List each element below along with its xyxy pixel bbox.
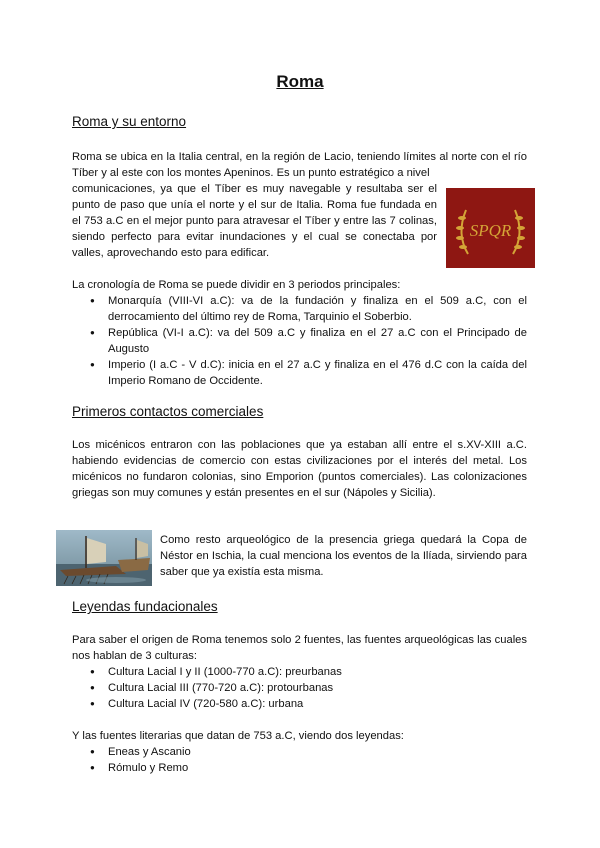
heading-roma-entorno: Roma y su entorno	[72, 114, 187, 129]
list-item: ● Eneas y Ascanio	[108, 744, 527, 760]
periods-list	[72, 293, 527, 389]
list-item: ● Cultura Lacial III (770-720 a.C): protourbanas	[108, 680, 527, 696]
paragraph-fuentes: Para saber el origen de Roma tenemos solo 2 fuentes, las fuentes arqueológicas las cuales nos hablan de 3 culturas:	[72, 634, 527, 662]
paragraph-fuentes-literarias: Y las fuentes literarias que datan de 753 a.C, viendo dos leyendas:	[72, 730, 404, 742]
cultures-list	[72, 664, 527, 712]
paragraph-comunicaciones: comunicaciones, ya que el Tíber es muy navegable y resultaba ser el punto de paso que unía el norte y el sur de Italia. Roma fue fundada en el 753 a.C en el mejor punto para atravesar el Tíber y entre las 7 colinas, siendo perfecto para evitar inundaciones y el cual se conectaba por valles, aprovechando esto para edificar.	[72, 183, 437, 259]
greek-ship-image	[56, 530, 152, 586]
spqr-image	[446, 188, 535, 268]
list-item: ● República (VI-I a.C): va del 509 a.C y finaliza en el 27 a.C con el Principado de Augusto	[108, 325, 527, 357]
legends-list	[72, 744, 527, 776]
heading-contactos-comerciales: Primeros contactos comerciales	[72, 404, 264, 419]
paragraph-cronologia: La cronología de Roma se puede dividir en 3 periodos principales:	[72, 279, 401, 291]
list-item: ● Cultura Lacial I y II (1000-770 a.C): preurbanas	[108, 664, 527, 680]
list-item: ● Monarquía (VIII-VI a.C): va de la fundación y finaliza en el 509 a.C, con el derrocamiento del último rey de Roma, Tarquinio el Soberbio.	[108, 293, 527, 325]
list-item: ● Cultura Lacial IV (720-580 a.C): urbana	[108, 696, 527, 712]
paragraph-ubicacion: Roma se ubica en la Italia central, en la región de Lacio, teniendo límites al norte con el río Tíber y al este con los montes Apeninos. Es un punto estratégico a nivel	[72, 151, 527, 179]
page-title: Roma	[276, 72, 324, 91]
list-item: ● Rómulo y Remo	[108, 760, 527, 776]
list-item: ● Imperio (I a.C - V d.C): inicia en el 27 a.C y finaliza en el 476 d.C con la caída del Imperio Romano de Occidente.	[108, 357, 527, 389]
spqr-text: SPQR	[469, 221, 512, 240]
paragraph-copa-nestor: Como resto arqueológico de la presencia griega quedará la Copa de Néstor en Ischia, la cual menciona los eventos de la Ilíada, sirviendo para saber que ya existía esta misma.	[160, 534, 527, 578]
paragraph-micenicos: Los micénicos entraron con las poblaciones que ya estaban allí entre el s.XV-XIII a.C. habiendo evidencias de comercio con estas civilizaciones por el interés del metal. Los micénicos no fundaron colonias, sino Emporion (puntos comerciales). Las colonizaciones griegas son muy comunes y están presentes en el sur (Nápoles y Sicilia).	[72, 439, 527, 499]
heading-leyendas-fundacionales: Leyendas fundacionales	[72, 599, 218, 614]
